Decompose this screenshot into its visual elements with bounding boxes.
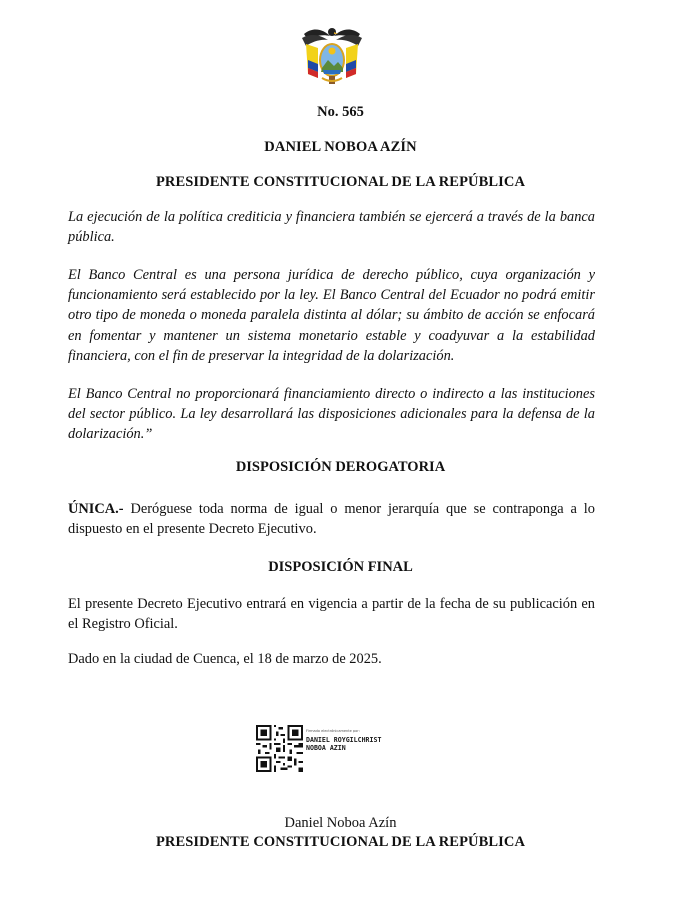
signer-line-1: DANIEL ROYGILCHRIST [306,736,382,744]
issuer-office: PRESIDENTE CONSTITUCIONAL DE LA REPÚBLICA [155,174,526,190]
paragraph-banca-publica: La ejecución de la política crediticia y financiera también se ejercerá a través de la banca pública. [68,209,595,246]
ecuador-coat-of-arms-icon [300,24,364,86]
signer-title: PRESIDENTE CONSTITUCIONAL DE LA REPÚBLICA [155,834,526,850]
electronic-signature [256,725,382,773]
heading-final: DISPOSICIÓN FINAL [268,559,413,575]
signer-name: Daniel Noboa Azín [284,815,397,831]
paragraph-banco-central: El Banco Central es una persona jurídica de derecho público, cuya organización y funcionamiento será establecido por la ley. El Banco Central del Ecuador no podrá emitir otro tipo de moneda o moneda paralela distinta al dólar; su ámbito de acción se enfocará en fomentar y mantener un sistema monetario estable y coadyuvar a la estabilidad financiera, con el fin de preservar la integridad de la dolarización. [68,267,595,364]
unica-label: ÚNICA.- [68,501,124,517]
issuer-name: DANIEL NOBOA AZÍN [264,139,417,155]
date-line: Dado en la ciudad de Cuenca, el 18 de marzo de 2025. [68,651,382,667]
paragraph-derogatoria [68,499,595,539]
signer-line-2: NOBOA AZIN [306,744,346,752]
signature-signer [306,736,406,752]
qr-code-icon [256,725,303,772]
decree-number: No. 565 [317,104,364,120]
heading-derogatoria: DISPOSICIÓN DEROGATORIA [235,459,446,475]
paragraph-financiamiento: El Banco Central no proporcionará financiamiento directo o indirecto a las instituciones del sector público. La ley desarrollará las disposiciones adicionales para la defensa de la dolarización.” [68,386,595,443]
derogatoria-text: Deróguese toda norma de igual o menor jerarquía que se contraponga a lo dispuesto en el presente Decreto Ejecutivo. [68,501,595,538]
signature-caption: Firmado electrónicamente por: [306,729,360,733]
paragraph-final: El presente Decreto Ejecutivo entrará en vigencia a partir de la fecha de su publicación en el Registro Oficial. [68,596,595,633]
